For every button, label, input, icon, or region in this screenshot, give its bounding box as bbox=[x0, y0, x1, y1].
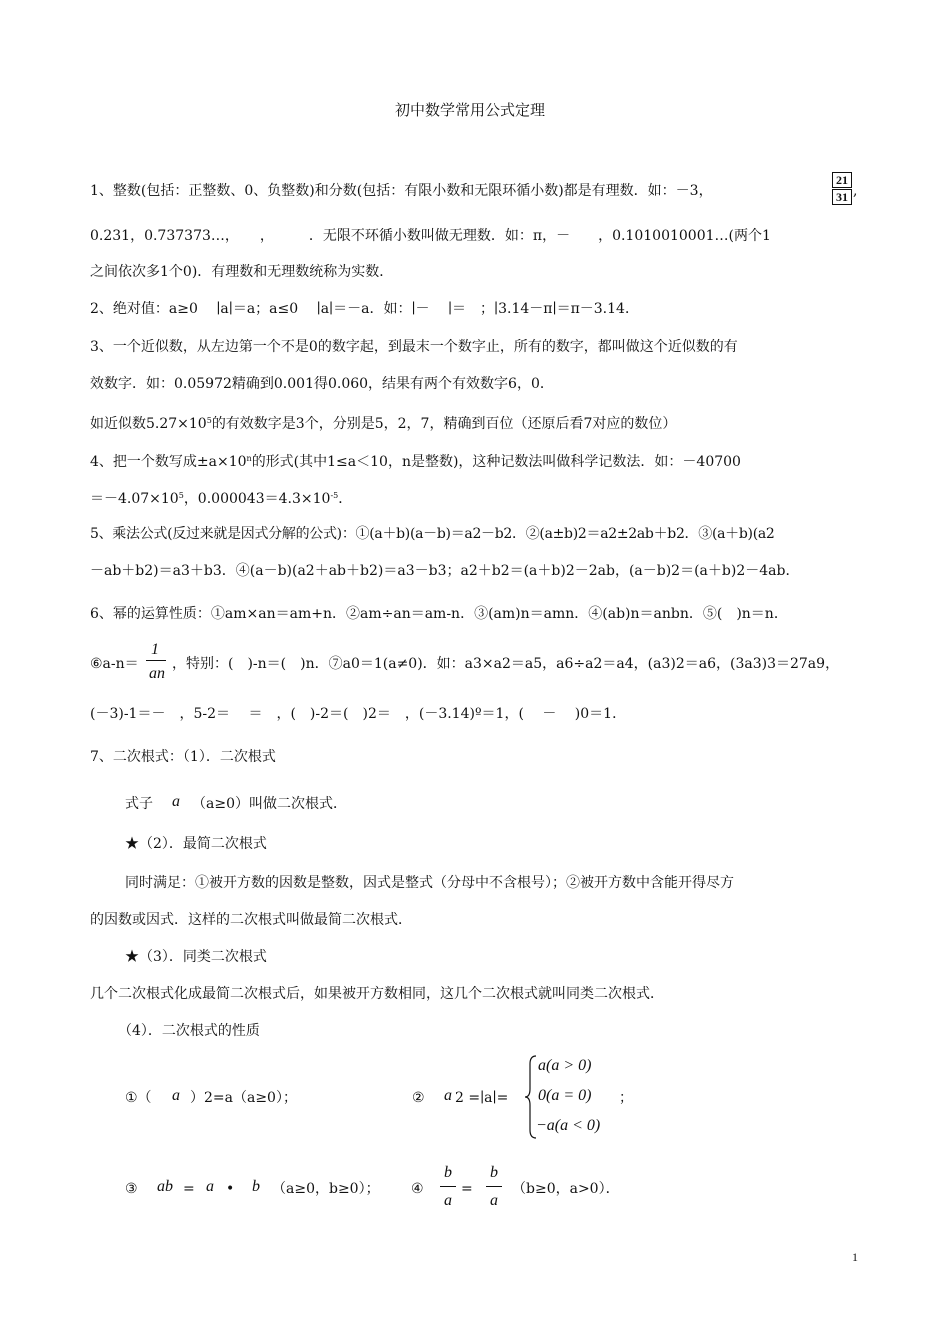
prop3-eq: = bbox=[183, 1181, 195, 1197]
s6-line1: 6、幂的运算性质：①am×an＝am+n．②am÷an＝am-n．③(am)n＝amn．④(ab)n＝anbn．⑤( )n＝n． bbox=[90, 606, 788, 622]
s7-h4: （4）．二次根式的性质 bbox=[118, 1023, 260, 1039]
prop4-cond: （b≥0，a>0）． bbox=[512, 1181, 620, 1197]
case-zero: 0(a = 0) bbox=[538, 1087, 592, 1104]
s7-p1b: （a≥0）叫做二次根式． bbox=[192, 796, 347, 812]
s3-line1: 3、一个近似数，从左边第一个不是0的数字起，到最末一个数字止，所有的数字，都叫做这个近似数的有 bbox=[90, 339, 738, 355]
s3-line2: 效数字．如：0.05972精确到0.001得0.060，结果有两个有效数字6，0． bbox=[90, 376, 554, 392]
s6-fraction-bar bbox=[146, 660, 166, 661]
s4-line1-b: 的形式(其中1≤a＜10，n是整数)，这种记数法叫做科学记数法．如：－40700 bbox=[251, 454, 741, 470]
prop2-var: a bbox=[444, 1087, 452, 1104]
fraction-box-denominator: 31 bbox=[832, 189, 852, 205]
prop3-b: b bbox=[252, 1178, 260, 1195]
prop2-label: ② bbox=[412, 1090, 425, 1106]
s4-line2-a: ＝－4.07×10 bbox=[90, 491, 179, 507]
s4-line1-sup: n bbox=[246, 454, 252, 463]
s1-line1: 1、整数(包括：正整数、0、负整数)和分数(包括：有限小数和无限环循小数)都是有理数．如：－3， bbox=[90, 183, 713, 199]
s3-line3-a: 如近似数5.27×10 bbox=[90, 416, 207, 432]
prop4-denominator: a bbox=[444, 1192, 452, 1209]
prop4-fraction-bar-2 bbox=[486, 1186, 502, 1187]
prop4-label: ④ bbox=[411, 1181, 424, 1197]
s3-line3-b: 的有效数字是3个，分别是5，2，7，精确到百位（还原后看7对应的数位） bbox=[211, 416, 677, 432]
s1-line2: 0.231，0.737373…， ， ．无限不环循小数叫做无理数．如：π，－ ，0.1010010001…(两个1 bbox=[90, 228, 771, 244]
prop2-b: 2 =∣a∣= bbox=[455, 1090, 509, 1106]
prop3-label: ③ bbox=[125, 1181, 138, 1197]
case-negative: −a(a < 0) bbox=[536, 1117, 601, 1134]
prop4-denominator-2: a bbox=[490, 1192, 498, 1209]
s5-line2: －ab＋b2)＝a3＋b3．④(a－b)(a2＋ab＋b2)＝a3－b3；a2＋b2＝(a＋b)2－2ab，(a－b)2＝(a＋b)2－4ab． bbox=[90, 563, 800, 579]
s7-h3: ★（3）．同类二次根式 bbox=[125, 949, 267, 965]
prop4-numerator: b bbox=[444, 1164, 452, 1181]
s6-line2b: ，特别：( )-n＝( )n．⑦a0＝1(a≠0)．如：a3×a2＝a5，a6÷a2＝a4，(a3)2＝a6，(3a3)3＝27a9， bbox=[172, 656, 840, 672]
s5-line1: 5、乘法公式(反过来就是因式分解的公式)：①(a＋b)(a－b)＝a2－b2．②(a±b)2＝a2±2ab＋b2．③(a＋b)(a2 bbox=[90, 526, 775, 542]
prop4-numerator-2: b bbox=[490, 1164, 498, 1181]
prop2-end: ； bbox=[619, 1090, 633, 1106]
s4-line2-c: ． bbox=[338, 491, 353, 507]
prop3-dot: • bbox=[226, 1181, 235, 1197]
fraction-box-numerator: 21 bbox=[832, 172, 852, 188]
s7-p1-var: a bbox=[172, 793, 180, 810]
prop3-var: ab bbox=[157, 1178, 173, 1195]
case-positive: a(a > 0) bbox=[538, 1057, 592, 1074]
page-number: 1 bbox=[852, 1250, 858, 1264]
s1-line3: 之间依次多1个0)．有理数和无理数统称为实数． bbox=[90, 264, 394, 280]
s3-line3-sup: 5 bbox=[206, 416, 212, 425]
prop3-a: a bbox=[206, 1178, 214, 1195]
s4-line1-a: 4、把一个数写成±a×10 bbox=[90, 454, 247, 470]
prop3-cond: （a≥0，b≥0）； bbox=[272, 1181, 380, 1197]
s2-line1: 2、绝对值：a≥0 ∣a∣＝a；a≤0 ∣a∣＝－a．如：∣－ ∣＝ ；∣3.14－π∣＝π－3.14． bbox=[90, 301, 639, 317]
s4-line2 bbox=[90, 486, 352, 509]
prop1-a: ①（ bbox=[125, 1090, 152, 1106]
s4-line2-sup2: -5 bbox=[330, 491, 339, 500]
prop1-b: ）2=a（a≥0）； bbox=[190, 1090, 297, 1106]
s7-p3: 几个二次根式化成最简二次根式后，如果被开方数相同，这几个二次根式就叫同类二次根式． bbox=[90, 986, 664, 1002]
s3-line3 bbox=[90, 411, 676, 434]
page-title: 初中数学常用公式定理 bbox=[395, 101, 546, 119]
s7-h2: ★（2）．最简二次根式 bbox=[125, 836, 267, 852]
s1-line1-comma: , bbox=[853, 183, 858, 199]
s4-line2-sup1: 5 bbox=[178, 491, 184, 500]
prop1-var: a bbox=[172, 1087, 180, 1104]
s4-line2-b: ，0.000043＝4.3×10 bbox=[183, 491, 331, 507]
s6-frac-numerator: 1 bbox=[151, 641, 159, 658]
prop4-eq: = bbox=[461, 1181, 473, 1197]
s7-p1a: 式子 bbox=[125, 796, 153, 812]
s6-frac-denominator: an bbox=[149, 665, 165, 682]
prop4-fraction-bar bbox=[440, 1186, 456, 1187]
s7-heading: 7、二次根式：（1）．二次根式 bbox=[90, 749, 276, 765]
s6-line2a: ⑥a-n＝ bbox=[90, 656, 139, 672]
s6-line3: (－3)-1＝－ ，5-2＝ ＝ ，( )-2＝( )2＝ ，(－3.14)º＝1，( － )0＝1． bbox=[90, 706, 627, 722]
s7-p2-line1: 同时满足：①被开方数的因数是整数，因式是整式（分母中不含根号）；②被开方数中含能开得尽方 bbox=[125, 875, 734, 891]
s4-line1 bbox=[90, 449, 741, 472]
s7-p2-line2: 的因数或因式．这样的二次根式叫做最简二次根式． bbox=[90, 912, 412, 928]
